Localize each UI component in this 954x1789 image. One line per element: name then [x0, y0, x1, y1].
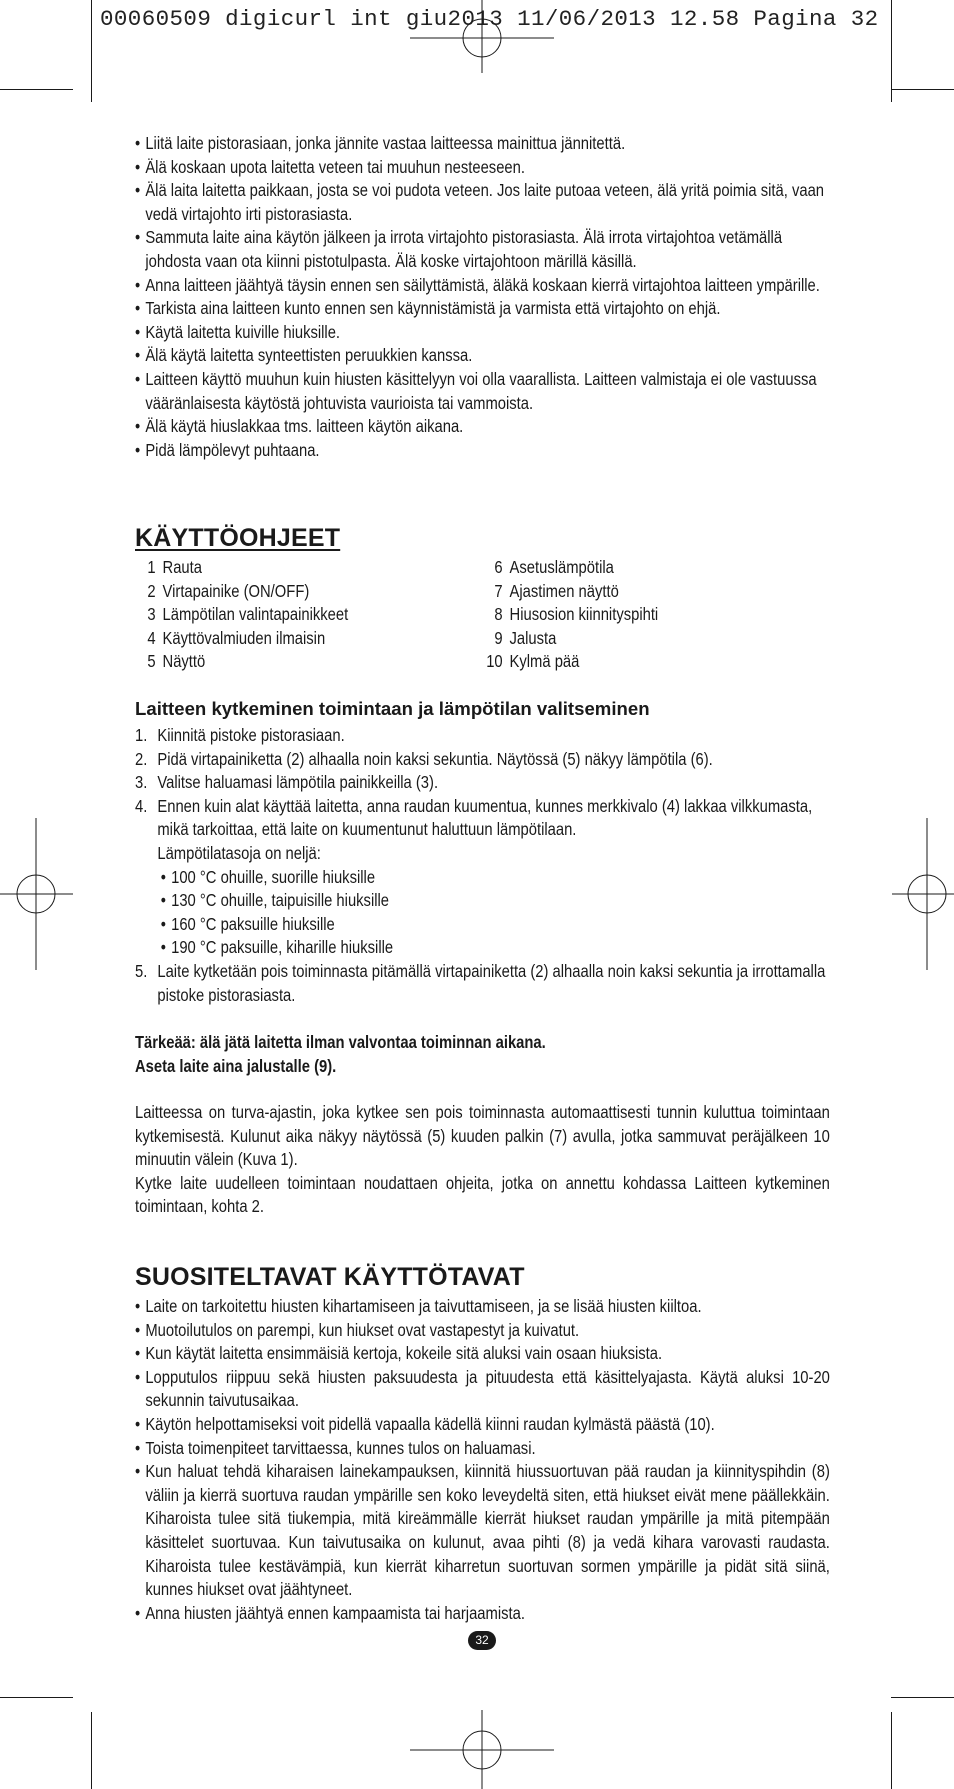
step-item	[135, 771, 830, 795]
important-line-1: Tärkeää: älä jätä laitetta ilman valvontaa toiminnan aikana.	[135, 1032, 546, 1052]
part-label: Jalusta	[509, 627, 557, 648]
part-number: 1	[147, 557, 156, 577]
part-item	[482, 650, 658, 674]
step-number: 3.	[135, 772, 148, 793]
part-label: Ajastimen näyttö	[509, 580, 619, 601]
steps-list	[135, 724, 830, 1007]
safety-bullets	[135, 132, 830, 462]
part-number: 4	[147, 627, 156, 648]
safety-bullet: • Liitä laite pistorasiaan, jonka jännite vastaa laitteessa mainittua jännitettä.	[135, 132, 830, 156]
part-number: 6	[494, 557, 503, 577]
important-note	[135, 1031, 830, 1078]
crop-mark	[891, 89, 954, 90]
step-item	[135, 724, 830, 748]
temp-level-item: • 130 °C ohuille, taipuisille hiuksille	[161, 889, 830, 913]
part-number: 8	[494, 604, 503, 625]
step-number: 5.	[135, 960, 148, 981]
safety-bullet: • Käytä laitetta kuiville hiuksille.	[135, 321, 830, 345]
crop-mark	[891, 0, 892, 102]
recommended-bullet: • Muotoilutulos on parempi, kun hiukset ovat vastapestyt ja kuivatut.	[135, 1319, 830, 1343]
step-text: Kiinnitä pistoke pistorasiaan.	[157, 725, 345, 745]
parts-list-right	[482, 556, 658, 674]
step-item	[135, 795, 830, 842]
safety-bullet: • Anna laitteen jäähtyä täysin ennen sen säilyttämistä, äläkä koskaan kierrä virtajohtoa laitteen ympärille.	[135, 274, 830, 298]
recommended-bullet: • Toista toimenpiteet tarvittaessa, kunnes tulos on haluamasi.	[135, 1437, 830, 1461]
part-label: Kylmä pää	[509, 651, 580, 672]
restart-paragraph: Kytke laite uudelleen toimintaan noudattaen ohjeita, jotka on annettu kohdassa Laitteen kytkeminen toimintaan, kohta 2.	[135, 1172, 830, 1217]
safety-bullet: • Älä koskaan upota laitetta veteen tai muuhun nesteeseen.	[135, 156, 830, 180]
crop-mark	[91, 0, 92, 102]
part-number: 9	[494, 627, 503, 648]
part-label: Näyttö	[162, 651, 206, 672]
part-item	[135, 627, 348, 651]
part-label: Virtapainike (ON/OFF)	[162, 580, 310, 601]
safety-bullet: • Älä laita laitetta paikkaan, josta se voi pudota veteen. Jos laite putoaa veteen, älä yritä poimia sitä, vaan vedä virtajohto irti pistorasiasta.	[135, 179, 830, 226]
step-text: Pidä virtapainiketta (2) alhaalla noin kaksi sekuntia. Näytössä (5) näkyy lämpötila (6).	[157, 748, 713, 769]
crop-mark	[0, 1697, 73, 1698]
step-number: 4.	[135, 795, 148, 816]
part-number: 10	[486, 651, 503, 672]
temp-level-item: • 160 °C paksuille hiuksille	[161, 913, 830, 937]
crop-mark	[91, 1712, 92, 1789]
part-item	[482, 603, 658, 627]
recommended-bullet: • Kun käytät laitetta ensimmäisiä kertoja, kokeile sitä aluksi vain osaan hiuksista.	[135, 1342, 830, 1366]
part-number: 5	[147, 651, 156, 672]
recommended-bullet: • Laite on tarkoitettu hiusten kihartamiseen ja taivuttamiseen, ja se lisää hiusten kiiltoa.	[135, 1295, 830, 1319]
timer-paragraph: Laitteessa on turva-ajastin, joka kytkee sen pois toiminnasta automaattisesti tunnin kuluttua toimintaan kytkemisestä. Kulunut aika näkyy näytössä (5) kuuden palkin (7) avulla, jotka sammuvat peräjälkeen 10 minuutin välein (Kuva 1).	[135, 1102, 830, 1170]
part-item	[482, 556, 658, 580]
part-label: Rauta	[162, 557, 202, 577]
safety-bullet: • Älä käytä laitetta synteettisten peruukkien kanssa.	[135, 344, 830, 368]
part-item	[135, 650, 348, 674]
crop-mark	[891, 1712, 892, 1789]
crop-mark	[891, 1697, 954, 1698]
timer-paragraph-block	[135, 1101, 830, 1219]
instructions-heading: KÄYTTÖOHJEET	[135, 524, 341, 552]
step-text: Valitse haluamasi lämpötila painikkeilla (3).	[157, 772, 439, 793]
registration-mark-right	[889, 818, 954, 970]
step-text: Laite kytketään pois toiminnasta pitämällä virtapainiketta (2) alhaalla noin kaksi sekuntia ja irrottamalla pistoke pistorasiasta.	[157, 960, 826, 1005]
temp-level-item: • 100 °C ohuille, suorille hiuksille	[161, 866, 830, 890]
registration-mark-bottom	[400, 1710, 560, 1789]
part-item	[482, 627, 658, 651]
safety-bullet: • Laitteen käyttö muuhun kuin hiusten käsittelyyn voi olla vaarallista. Laitteen valmistaja ei ole vastuussa vääränlaisesta käytöstä johtuvista vaurioista tai vammoista.	[135, 368, 830, 415]
part-item	[135, 580, 348, 604]
switch-on-heading: Laitteen kytkeminen toimintaan ja lämpötilan valitseminen	[135, 698, 650, 719]
important-line-2: Aseta laite aina jalustalle (9).	[135, 1055, 337, 1076]
part-item	[482, 580, 658, 604]
recommended-bullets	[135, 1295, 830, 1625]
registration-mark-top	[400, 0, 560, 75]
recommended-bullet: • Käytön helpottamiseksi voit pidellä vapaalla kädellä kiinni raudan kylmästä päästä (10).	[135, 1413, 830, 1437]
recommended-bullet: • Kun haluat tehdä kiharaisen lainekampauksen, kiinnitä hiussuortuvan pää raudan ja kiinnityspihdin (8) väliin ja kierrä suortuva raudan ympärille sen koko leveydeltä siten, että hiukset eivät mene päällekkäin. Kiharoista tulee sitä tiukempia, mitä kireämmälle kierrät hiukset raudan ympärille ja mitä pitempään käsittelet suortuvaa. Kun taivutusaika on kulunut, avaa pihti (8) ja vedä kihara varovasti raudasta. Kiharoista tulee kestävämpiä, kun kierrät kiharretun suortuvan sormen ympärille ja pidät sitä siinä, kunnes hiukset ovat jäähtyneet.	[135, 1460, 830, 1602]
recommended-bullet: • Lopputulos riippuu sekä hiusten paksuudesta ja pituudesta että käsittelyajasta. Käytä aluksi 10-20 sekunnin taivutusaikaa.	[135, 1366, 830, 1413]
parts-list-left	[135, 556, 348, 674]
temp-levels-intro: Lämpötilatasoja on neljä:	[157, 842, 321, 863]
part-item	[135, 603, 348, 627]
part-label: Lämpötilan valintapainikkeet	[162, 604, 349, 625]
print-header: 00060509 digicurl int giu2013 11/06/2013 12.58 Pagina 32	[100, 6, 879, 32]
step-item	[135, 748, 830, 772]
safety-bullet: • Sammuta laite aina käytön jälkeen ja irrota virtajohto pistorasiasta. Älä irrota virtajohtoa vetämällä johdosta vaan ota kiinni pistotulpasta. Älä koske virtajohtoon märillä käsillä.	[135, 226, 830, 273]
page-number: 32	[468, 1631, 496, 1650]
step-number: 2.	[135, 748, 148, 769]
registration-mark-left	[0, 818, 75, 970]
part-label: Asetuslämpötila	[509, 557, 614, 577]
recommended-heading: SUOSITELTAVAT KÄYTTÖTAVAT	[135, 1263, 525, 1291]
temp-level-item: • 190 °C paksuille, kiharille hiuksille	[161, 936, 830, 960]
safety-bullet: • Tarkista aina laitteen kunto ennen sen käynnistämistä ja varmista että virtajohto on ehjä.	[135, 297, 830, 321]
step-text: Ennen kuin alat käyttää laitetta, anna raudan kuumentua, kunnes merkkivalo (4) lakkaa vilkkumasta, mikä tarkoittaa, että laite on kuumentunut haluttuun lämpötilaan.	[157, 795, 813, 840]
part-item	[135, 556, 348, 580]
part-number: 2	[147, 580, 156, 601]
part-label: Hiusosion kiinnityspihti	[509, 604, 659, 625]
part-number: 3	[147, 604, 156, 625]
safety-bullet: • Älä käytä hiuslakkaa tms. laitteen käytön aikana.	[135, 415, 830, 439]
crop-mark	[0, 89, 73, 90]
step-item	[135, 960, 830, 1007]
recommended-bullet: • Anna hiusten jäähtyä ennen kampaamista tai harjaamista.	[135, 1602, 830, 1626]
part-label: Käyttövalmiuden ilmaisin	[162, 627, 326, 648]
part-number: 7	[494, 580, 503, 601]
step-number: 1.	[135, 725, 148, 745]
safety-bullet: • Pidä lämpölevyt puhtaana.	[135, 439, 830, 463]
